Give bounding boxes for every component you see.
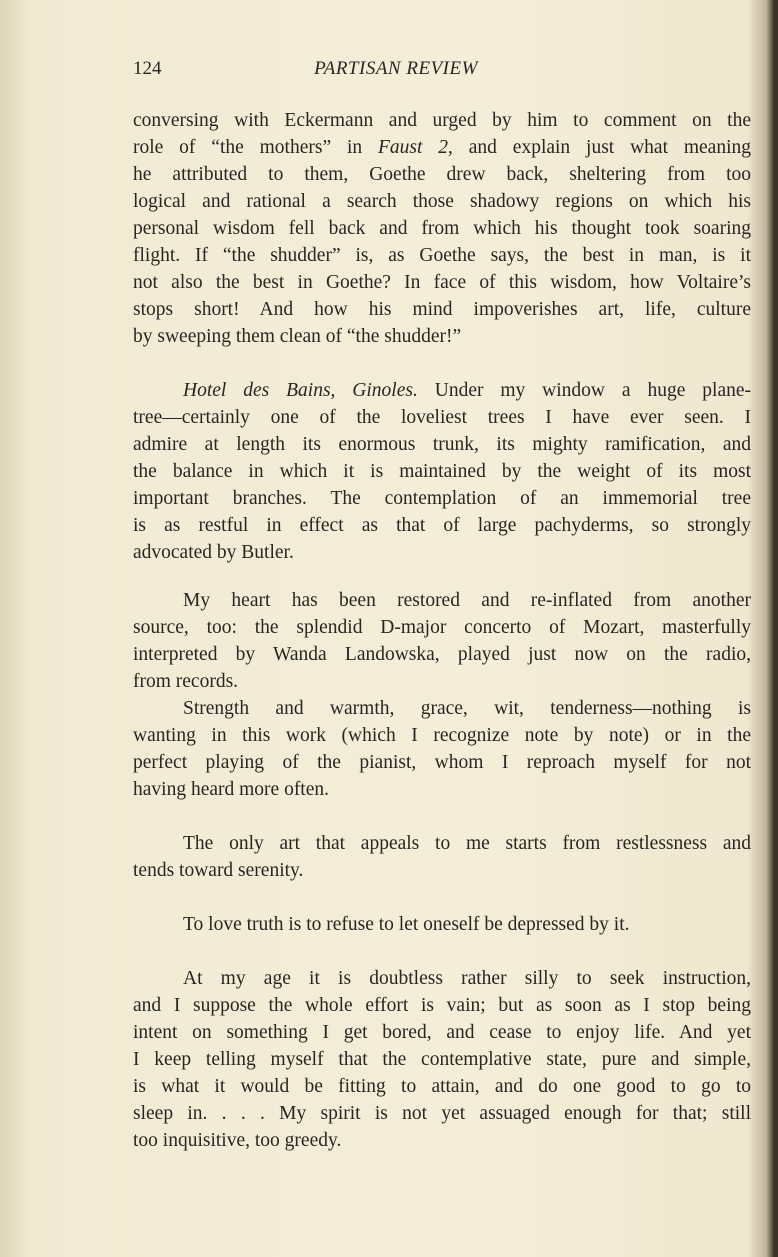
text-segment: At my age it is doubtless rather silly to seek instruction, xyxy=(183,968,751,989)
text-line xyxy=(133,749,751,776)
text-segment: logical and rational a search those shadowy regions on which his xyxy=(133,191,751,212)
text-segment: having heard more often. xyxy=(133,779,330,800)
text-segment: I keep telling myself that the contemplative state, pure and simple, xyxy=(133,1049,751,1070)
page-number: 124 xyxy=(133,58,162,79)
text-segment: stops short! And how his mind impoverishes art, life, culture xyxy=(133,299,751,320)
text-line xyxy=(133,134,751,161)
text-line xyxy=(133,614,751,641)
text-line xyxy=(133,695,751,722)
paragraph xyxy=(133,587,751,695)
text-segment: The only art that appeals to me starts from restlessness and xyxy=(183,833,751,854)
text-segment: by sweeping them clean of “the shudder!” xyxy=(133,326,462,347)
text-segment: tree—certainly one of the loveliest trees I have ever seen. I xyxy=(133,407,751,428)
text-segment: the balance in which it is maintained by the weight of its most xyxy=(133,461,751,482)
text-segment: important branches. The contemplation of an immemorial tree xyxy=(133,488,751,509)
paragraph xyxy=(133,965,751,1154)
text-segment: , and explain just what meaning xyxy=(448,137,751,158)
text-line xyxy=(133,1127,751,1154)
text-line xyxy=(133,722,751,749)
text-line xyxy=(133,404,751,431)
italic-text: Hotel des Bains, Ginoles. xyxy=(183,380,418,401)
text-line xyxy=(133,911,751,938)
text-segment: Strength and warmth, grace, wit, tenderness—nothing is xyxy=(183,698,751,719)
text-segment: wanting in this work (which I recognize note by note) or in the xyxy=(133,725,751,746)
text-segment: role of “the mothers” in xyxy=(133,137,378,158)
text-segment: To love truth is to refuse to let oneself be depressed by it. xyxy=(183,914,630,935)
text-segment: from records. xyxy=(133,671,239,692)
text-line xyxy=(133,215,751,242)
text-line xyxy=(133,587,751,614)
text-segment: flight. If “the shudder” is, as Goethe says, the best in man, is it xyxy=(133,245,751,266)
text-line xyxy=(133,641,751,668)
paragraph xyxy=(133,377,751,566)
italic-text: Faust 2 xyxy=(378,137,449,158)
text-line xyxy=(133,776,751,803)
text-segment: interpreted by Wanda Landowska, played just now on the radio, xyxy=(133,644,751,665)
text-line xyxy=(133,1100,751,1127)
paragraph xyxy=(133,830,751,884)
text-line xyxy=(133,242,751,269)
text-line xyxy=(133,668,751,695)
text-line xyxy=(133,992,751,1019)
text-line xyxy=(133,377,751,404)
text-line xyxy=(133,485,751,512)
text-segment: tends toward serenity. xyxy=(133,860,304,881)
text-line xyxy=(133,269,751,296)
text-line xyxy=(133,188,751,215)
text-segment: perfect playing of the pianist, whom I reproach myself for not xyxy=(133,752,751,773)
paragraph xyxy=(133,107,751,350)
text-segment: personal wisdom fell back and from which his thought took soaring xyxy=(133,218,751,239)
text-segment: admire at length its enormous trunk, its mighty ramification, and xyxy=(133,434,751,455)
text-line xyxy=(133,161,751,188)
text-line xyxy=(133,539,751,566)
text-line xyxy=(133,830,751,857)
text-line xyxy=(133,857,751,884)
text-segment: too inquisitive, too greedy. xyxy=(133,1130,342,1151)
text-segment: is what it would be fitting to attain, and do one good to go to xyxy=(133,1076,751,1097)
text-line xyxy=(133,431,751,458)
text-segment: not also the best in Goethe? In face of this wisdom, how Voltaire’s xyxy=(133,272,751,293)
running-title: PARTISAN REVIEW xyxy=(314,58,478,79)
text-segment: intent on something I get bored, and cease to enjoy life. And yet xyxy=(133,1022,751,1043)
text-line xyxy=(133,1019,751,1046)
text-line xyxy=(133,1046,751,1073)
text-segment: Under my window a huge plane- xyxy=(417,380,751,401)
text-segment: conversing with Eckermann and urged by him to comment on the xyxy=(133,110,751,131)
text-segment: is as restful in effect as that of large pachyderms, so strongly xyxy=(133,515,751,536)
paragraph xyxy=(133,911,751,938)
paragraph xyxy=(133,695,751,803)
text-line xyxy=(133,296,751,323)
text-segment: source, too: the splendid D-major concerto of Mozart, masterfully xyxy=(133,617,751,638)
text-segment: and I suppose the whole effort is vain; but as soon as I stop being xyxy=(133,995,751,1016)
text-line xyxy=(133,323,751,350)
text-segment: advocated by Butler. xyxy=(133,542,294,563)
text-line xyxy=(133,107,751,134)
text-line xyxy=(133,512,751,539)
text-line xyxy=(133,965,751,992)
text-segment: he attributed to them, Goethe drew back, sheltering from too xyxy=(133,164,751,185)
text-line xyxy=(133,458,751,485)
text-segment: sleep in. . . . My spirit is not yet assuaged enough for that; still xyxy=(133,1103,751,1124)
text-line xyxy=(133,1073,751,1100)
text-segment: My heart has been restored and re-inflated from another xyxy=(183,590,751,611)
